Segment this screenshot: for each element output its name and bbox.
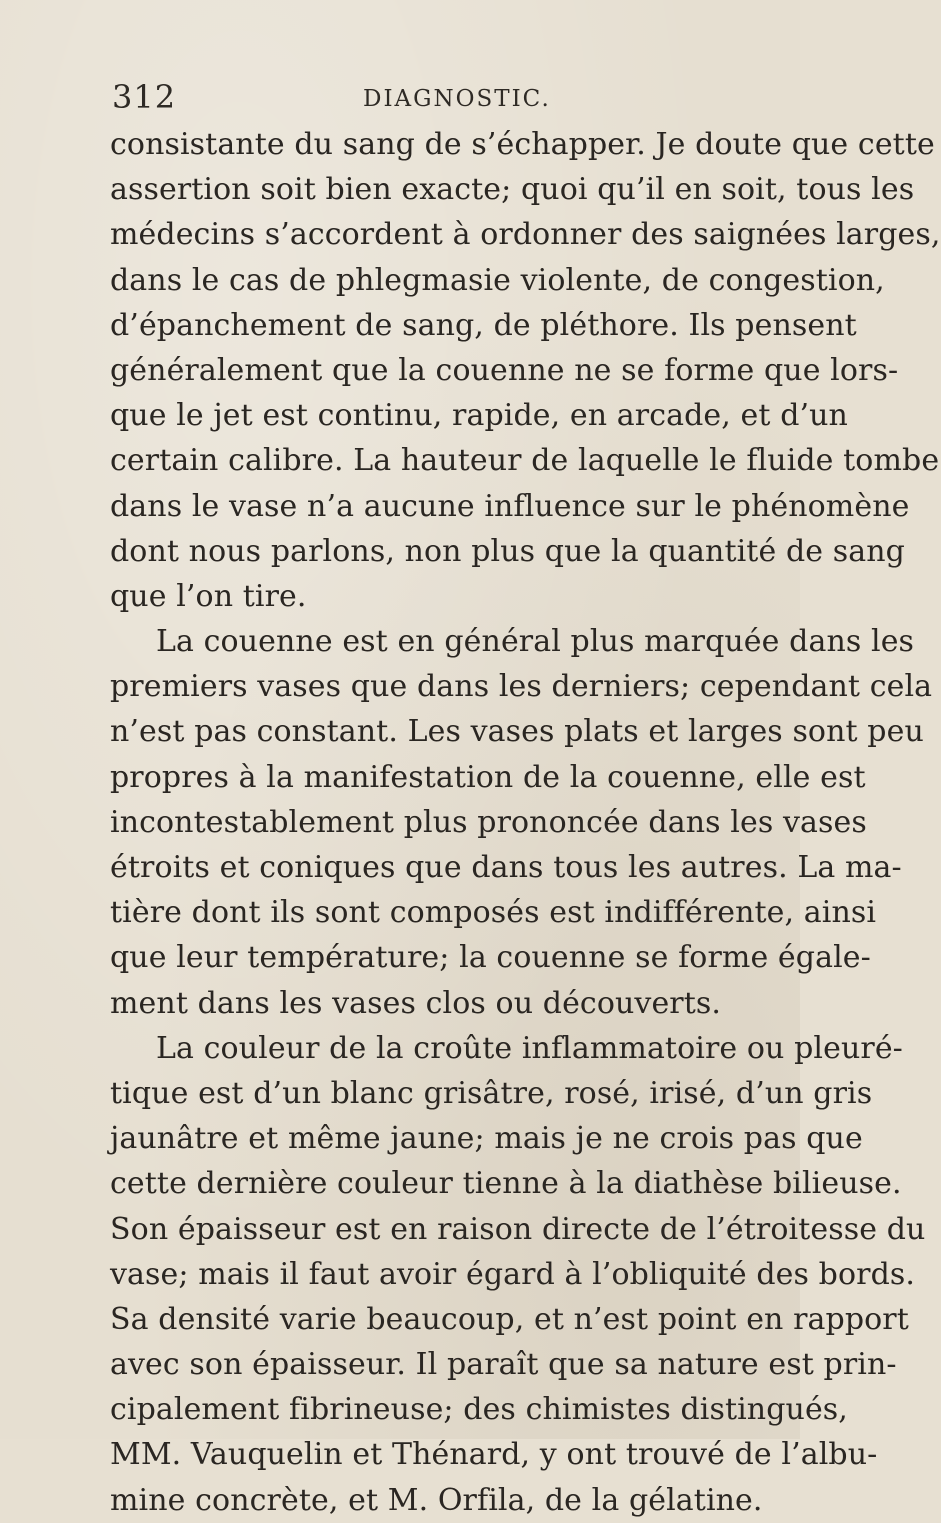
- text-line: que le jet est continu, rapide, en arcade, et d’un: [110, 398, 848, 434]
- text-line: d’épanchement de sang, de pléthore. Ils pensent: [110, 307, 857, 343]
- text-line: consistante du sang de s’échapper. Je doute que cette: [110, 127, 935, 162]
- text-line: que leur température; la couenne se forme égale-: [110, 940, 871, 976]
- text-line: cipalement fibrineuse; des chimistes distingués,: [110, 1392, 848, 1428]
- running-title: DIAGNOSTIC.: [363, 86, 551, 112]
- text-line: incontestablement plus prononcée dans les vases: [110, 804, 867, 840]
- paragraph-start-line: La couleur de la croûte inflammatoire ou pleuré-: [156, 1030, 903, 1066]
- text-line: dans le vase n’a aucune influence sur le phénomène: [110, 488, 910, 524]
- text-line: que l’on tire.: [110, 578, 307, 614]
- text-line: mine concrète, et M. Orfila, de la gélatine.: [110, 1482, 763, 1518]
- text-line: médecins s’accordent à ordonner des saignées larges,: [110, 217, 941, 253]
- text-line: MM. Vauquelin et Thénard, y ont trouvé de l’albu-: [110, 1437, 878, 1473]
- text-line: Son épaisseur est en raison directe de l’étroitesse du: [110, 1211, 926, 1247]
- text-line: assertion soit bien exacte; quoi qu’il en soit, tous les: [110, 172, 915, 208]
- text-line: généralement que la couenne ne se forme que lors-: [110, 352, 899, 388]
- text-line: tière dont ils sont composés est indifférente, ainsi: [110, 895, 877, 931]
- text-line: dans le cas de phlegmasie violente, de congestion,: [110, 262, 885, 298]
- text-line: tique est d’un blanc grisâtre, rosé, irisé, d’un gris: [110, 1075, 873, 1111]
- text-line: premiers vases que dans les derniers; cependant cela: [110, 669, 933, 705]
- text-line: vase; mais il faut avoir égard à l’obliquité des bords.: [110, 1256, 916, 1292]
- body-text: [110, 122, 941, 1523]
- text-line: Sa densité varie beaucoup, et n’est point en rapport: [110, 1301, 909, 1337]
- text-line: jaunâtre et même jaune; mais je ne crois pas que: [110, 1121, 863, 1157]
- page-header: [108, 78, 708, 118]
- text-line: ment dans les vases clos ou découverts.: [110, 985, 722, 1021]
- text-line: certain calibre. La hauteur de laquelle le fluide tombe: [110, 443, 940, 479]
- text-line: cette dernière couleur tienne à la diathèse bilieuse.: [110, 1166, 902, 1202]
- page-number: 312: [112, 78, 177, 116]
- text-line: dont nous parlons, non plus que la quantité de sang: [110, 533, 905, 569]
- text-line: n’est pas constant. Les vases plats et larges sont peu: [110, 714, 924, 750]
- text-line: propres à la manifestation de la couenne, elle est: [110, 759, 866, 795]
- text-line: avec son épaisseur. Il paraît que sa nature est prin-: [110, 1347, 897, 1383]
- paragraph-start-line: La couenne est en général plus marquée dans les: [156, 624, 915, 660]
- text-line: étroits et coniques que dans tous les autres. La ma-: [110, 850, 902, 885]
